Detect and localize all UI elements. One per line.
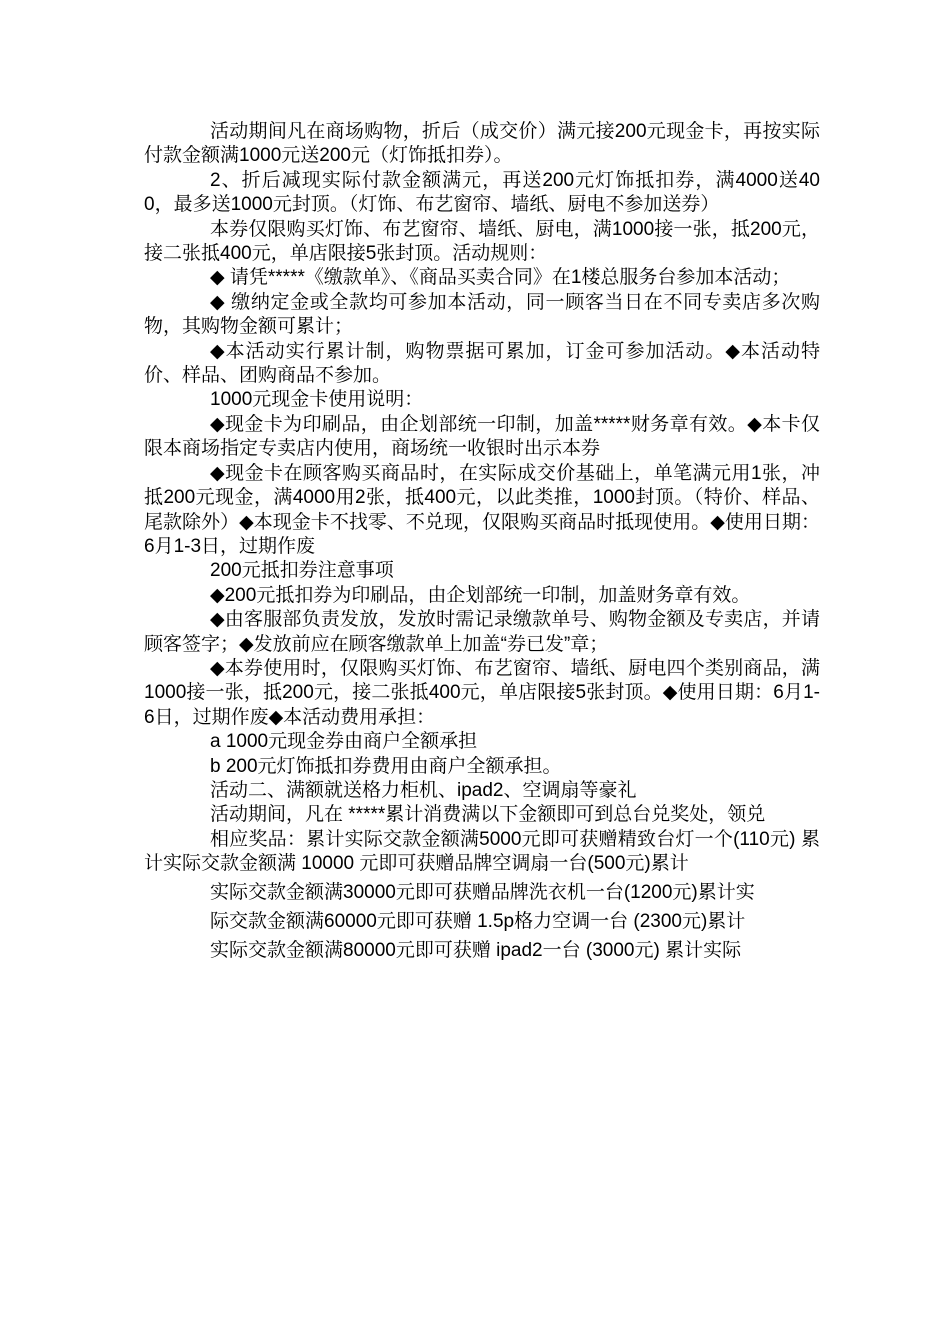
- paragraph-13: ◆本券使用时，仅限购买灯饰、布艺窗帘、墙纸、厨电四个类别商品，满1000接一张，抵200元，接二张抵400元，单店限接5张封顶。◆使用日期：6月1-6日，过期作废◆本活动费用承担：: [144, 657, 820, 728]
- paragraph-6: ◆本活动实行累计制，购物票据可累加，订金可参加活动。◆本活动特价、样品、团购商品不参加。: [144, 340, 820, 387]
- paragraph-17: 活动期间，凡在 *****累计消费满以下金额即可到总台兑奖处，领兑: [210, 804, 766, 826]
- paragraph-19: 实际交款金额满30000元即可获赠品牌洗衣机一台(1200元)累计实: [210, 881, 755, 903]
- paragraph-9: ◆现金卡在顾客购买商品时，在实际成交价基础上，单笔满元用1张，冲抵200元现金，满4000用2张，抵400元，以此类推，1000封顶。（特价、样品、尾款除外）◆本现金卡不找零、不兑现，仅限购买商品时抵现使用。◆使用日期：6月1-3日，过期作废: [144, 462, 820, 557]
- document-body: [144, 120, 820, 964]
- paragraph-11: ◆200元抵扣券为印刷品，由企划部统一印制，加盖财务章有效。: [210, 584, 751, 606]
- paragraph-20: 际交款金额满60000元即可获赠 1.5p格力空调一台 (2300元)累计: [210, 910, 746, 932]
- paragraph-21: 实际交款金额满80000元即可获赠 ipad2一台 (3000元) 累计实际: [210, 939, 742, 961]
- paragraph-8: ◆现金卡为印刷品，由企划部统一印制，加盖*****财务章有效。◆本卡仅限本商场指定专卖店内使用，商场统一收银时出示本券: [144, 413, 820, 460]
- paragraph-10: 200元抵扣券注意事项: [210, 560, 394, 582]
- paragraph-14: a 1000元现金券由商户全额承担: [210, 731, 478, 753]
- paragraph-1: 活动期间凡在商场购物，折后（成交价）满元接200元现金卡，再按实际付款金额满1000元送200元（灯饰抵扣券）。: [144, 121, 820, 167]
- paragraph-2: 2、折后减现实际付款金额满元，再送200元灯饰抵扣券，满4000送400，最多送1000元封顶。（灯饰、布艺窗帘、墙纸、厨电不参加送券）: [144, 169, 820, 216]
- paragraph-5: ◆ 缴纳定金或全款均可参加本活动，同一顾客当日在不同专卖店多次购物，其购物金额可累计；: [144, 291, 820, 338]
- paragraph-12: ◆由客服部负责发放，发放时需记录缴款单号、购物金额及专卖店，并请顾客签字；◆发放前应在顾客缴款单上加盖“券已发”章；: [144, 609, 820, 655]
- paragraph-15: b 200元灯饰抵扣券费用由商户全额承担。: [210, 755, 562, 777]
- paragraph-18: 相应奖品：累计实际交款金额满5000元即可获赠精致台灯一个(110元) 累计实际交款金额满 10000 元即可获赠品牌空调扇一台(500元)累计: [144, 828, 820, 875]
- paragraph-3: 本券仅限购买灯饰、布艺窗帘、墙纸、厨电，满1000接一张，抵200元，接二张抵400元，单店限接5张封顶。活动规则：: [144, 218, 820, 265]
- paragraph-16: 活动二、满额就送格力柜机、ipad2、空调扇等豪礼: [210, 779, 637, 801]
- paragraph-7: 1000元现金卡使用说明：: [210, 389, 424, 411]
- paragraph-4: ◆ 请凭*****《缴款单》、《商品买卖合同》在1楼总服务台参加本活动；: [210, 267, 791, 289]
